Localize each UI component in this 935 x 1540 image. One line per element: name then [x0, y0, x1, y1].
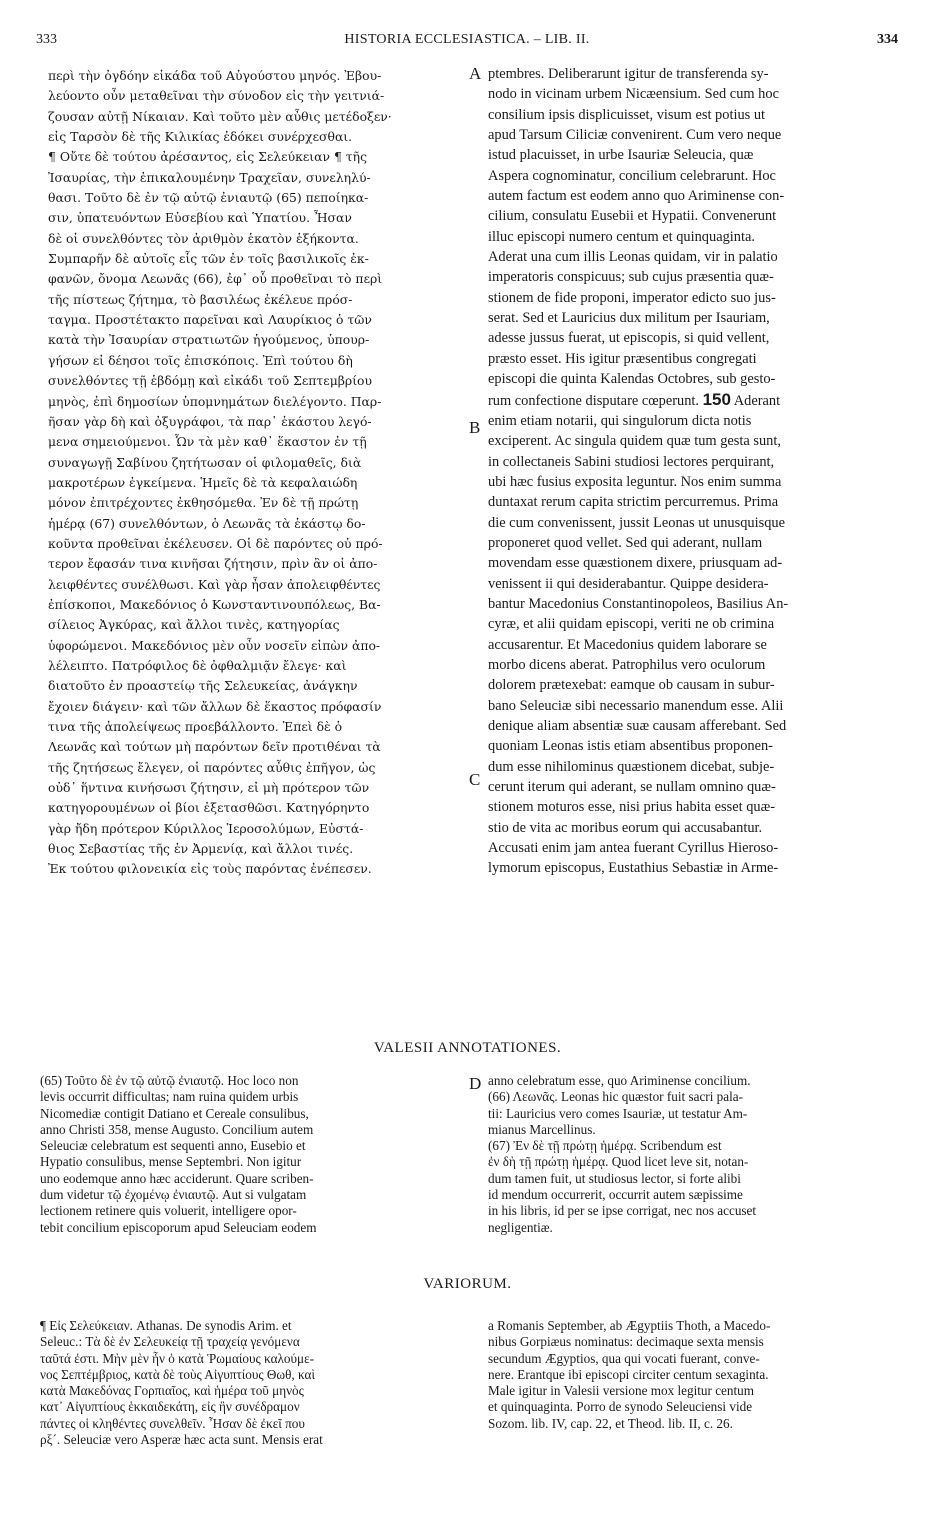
- latin-text-line: [488, 390, 900, 411]
- variorum-note-line: Sozom. lib. IV, cap. 22, et Theod. lib. II, c. 26.: [488, 1415, 733, 1431]
- latin-text-line: Aderat una cum illis Leonas quidam, vir in palatio: [488, 249, 778, 266]
- variorum-note-line: ¶ Εἰς Σελεύκειαν. Athanas. De synodis Arim. et: [40, 1318, 292, 1333]
- valesii-note-line: (66) Λεωνᾶς. Leonas hic quæstor fuit sacri pala-: [488, 1089, 744, 1105]
- latin-text-line: die cum convenissent, jussit Leonas ut unusquisque: [488, 514, 785, 531]
- latin-text-line: cyræ, et alii quidam episcopi, veriti ne ob crimina: [488, 616, 775, 633]
- latin-text-line: serat. Sed et Lauricius dux militum per Isauriam,: [488, 310, 770, 327]
- latin-text-line: dolorem prætexebat: eamque ob causam in subur-: [488, 677, 775, 694]
- latin-text-line: bantur Macedonius Constantinopoleos, Basilius An-: [488, 595, 789, 612]
- latin-text-line: bano Seleuciæ sibi necessario manendum esse. Alii: [488, 697, 784, 714]
- latin-text-line: quoniam Leonas istis etiam absentibus proponen-: [488, 738, 773, 755]
- latin-text-line: Accusati enim jam antea fuerant Cyrillus Hieroso-: [488, 840, 779, 857]
- page-header: [36, 32, 898, 54]
- valesii-note-line: tebit concilium episcoporum apud Seleuciam eodem: [40, 1219, 317, 1235]
- greek-text-line: κοῦντα προθεῖναι ἐκέλευσεν. Οἱ δὲ παρόντες οὐ πρό-: [48, 535, 383, 551]
- latin-text-line: dum esse nihilominus quæstionem dicebat, subje-: [488, 758, 775, 775]
- latin-text-line: consilium ipsis displicuisset, visum est potius ut: [488, 106, 766, 123]
- variorum-title: VARIORUM.: [423, 1276, 512, 1292]
- greek-text-line: τινα τῆς ἀπολείψεως προεβάλλοντο. Ἐπεὶ δὲ ὁ: [48, 719, 343, 734]
- latin-text-line: ubi hæc fusius exposita leguntur. Nos enim summa: [488, 473, 782, 490]
- greek-text-line: κατὰ τὴν Ἰσαυρίαν στρατιωτῶν ἡγούμενος, ὑπουρ-: [48, 332, 370, 348]
- greek-text-line: γήσων εἰ δέησοι τοῖς ἐπισκόποις. Ἐπὶ τούτου δὴ: [48, 352, 353, 368]
- margin-marker-d: D: [469, 1074, 482, 1093]
- greek-text-line: ἐπίσκοποι, Μακεδόνιος ὁ Κωνσταντινουπόλεως, Βα-: [48, 596, 381, 612]
- latin-text-line: duntaxat rerum capita strictim percurremus. Prima: [488, 494, 779, 511]
- valesii-note-line: Nicomediæ contigit Datiano et Cereale consulibus,: [40, 1105, 309, 1121]
- latin-text-line: enim etiam notarii, qui singulorum dicta notis: [488, 412, 752, 429]
- valesii-note-line: anno Christi 358, mense Augusto. Concilium autem: [40, 1121, 314, 1137]
- variorum-note-line: secundum Ægyptios, qua qui vocati fuerant, conve-: [488, 1350, 760, 1366]
- valesii-right-column: [488, 1073, 900, 1239]
- latin-text-segment: rum confectione disputare cœperunt.: [488, 392, 699, 409]
- greek-text-line: τερον ἔφασάν τινα κινῆσαι ζήτησιν, πρὶν ἂν οἱ ἀπο-: [48, 556, 378, 572]
- margin-marker-a: A: [469, 64, 482, 83]
- valesii-note-line: levis occurrit difficultas; nam ruina quidem urbis: [40, 1089, 299, 1105]
- latin-text-line: illuc episcopi numero centum et quinquaginta.: [488, 228, 755, 245]
- valesii-note-line: Hypatio consulibus, mense Septembri. Non igitur: [40, 1154, 302, 1170]
- latin-text-line: exciperent. Ac singula quidem quæ tum gesta sunt,: [488, 433, 781, 450]
- greek-text-line: ὑφορώμενοι. Μακεδόνιος μὲν οὖν νοσεῖν εἰπὼν ἀπο-: [48, 637, 381, 653]
- latin-text-line: adesse jussus fuerat, ut episcopis, si quid vellent,: [488, 330, 770, 347]
- greek-text-line: λέλειπτο. Πατρόφιλος δὲ ὀφθαλμιᾷν ἔλεγε· καὶ: [48, 657, 347, 673]
- greek-text-line: εἰς Ταρσὸν δὲ τῆς Κιλικίας ἐδόκει συνέρχεσθαι.: [48, 129, 353, 145]
- variorum-note-line: Male igitur in Valesii versione mox legitur centum: [488, 1383, 755, 1399]
- greek-text-line: ἡμέρᾳ (67) συνελθόντων, ὁ Λεωνᾶς τὰ ἑκάστῳ δο-: [48, 515, 366, 531]
- latin-text-line: cilium, consulatu Eusebii et Hypatii. Convenerunt: [488, 208, 777, 225]
- latin-text-line: stionem de fide proponi, imperator edicto suo jus-: [488, 289, 776, 306]
- variorum-right-column: [488, 1318, 900, 1456]
- valesii-note-line: (65) Τοῦτο δὲ ἐν τῷ αὐτῷ ἐνιαυτῷ. Hoc loco non: [40, 1073, 299, 1088]
- valesii-note-line: anno celebratum esse, quo Ariminense concilium.: [488, 1073, 751, 1088]
- greek-text-line: Ἰσαυρίας, τὴν ἐπικαλουμένην Τραχεῖαν, συνεληλύ-: [48, 169, 371, 185]
- greek-text-line: οὐδ᾽ ἥντινα κινήσωσι ζήτησιν, εἰ μὴ πρότερον τῶν: [48, 780, 370, 796]
- greek-text-line: ζουσαν αὐτῇ Νίκαιαν. Καὶ τοῦτο μὲν αὖθις μετέδοξεν·: [48, 108, 392, 124]
- valesii-note-line: in his libris, id per se ipse corrigat, nec nos accuset: [488, 1203, 757, 1219]
- variorum-note-line: nibus Gorpiæus nominatus: decimaque sexta mensis: [488, 1334, 764, 1350]
- greek-text-line: σιν, ὑπατευόντων Εὐσεβίου καὶ Ὑπατίου. Ἦσαν: [48, 210, 352, 226]
- greek-text-line: ἔχοιεν διάγειν· καὶ τῶν ἄλλων δὲ ἕκαστος πρόφασίν: [48, 698, 382, 714]
- page-number-right: 334: [877, 32, 898, 47]
- latin-text-line: morbo dicens aberat. Patrophilus vero oculorum: [488, 656, 766, 673]
- column-number-badge: 150: [702, 389, 731, 409]
- valesii-note-line: dum videtur τῷ ἐχομένῳ ἐνιαυτῷ. Aut si vulgatam: [40, 1187, 307, 1203]
- valesii-note-line: mianus Marcellinus.: [488, 1121, 596, 1137]
- greek-text-line: περὶ τὴν ὀγδόην εἰκάδα τοῦ Αὐγούστου μηνός. Ἐβου-: [48, 68, 382, 83]
- latin-text-line: nodo in vicinam urbem Nicæensium. Sed cum hoc: [488, 86, 779, 103]
- page-number-left: 333: [36, 32, 57, 47]
- latin-text-line: accusarentur. Et Macedonius quidem laborare se: [488, 636, 767, 653]
- greek-text-line: λειφθέντες συνέλθωσι. Καὶ γὰρ ἦσαν ἀπολειφθέντες: [48, 576, 381, 592]
- variorum-left-column: [40, 1318, 464, 1456]
- greek-text-line: συνελθόντες τῇ ἑβδόμῃ καὶ εἰκάδι τοῦ Σεπτεμβρίου: [48, 373, 373, 389]
- latin-text-line: in collectaneis Sabini studiosi lectores perquirant,: [488, 453, 775, 470]
- variorum-note-line: πάντες οἱ κληθέντες συνελθεῖν. Ἦσαν δὲ ἐκεῖ που: [40, 1415, 305, 1431]
- latin-text-line: Aspera cognominatur, concilium celebrarunt. Hoc: [488, 167, 776, 184]
- variorum-note-line: ταῦτά ἐστι. Μὴν μὲν ἦν ὁ κατὰ Ῥωμαίους καλούμε-: [40, 1350, 315, 1366]
- greek-text-line: Λεωνᾶς καὶ τούτων μὴ παρόντων δεῖν προτιθέναι τὰ: [48, 739, 381, 755]
- valesii-note-line: lectionem retinere quis voluerit, intelligere opor-: [40, 1203, 297, 1219]
- greek-text-line: μηνὸς, ἐπὶ δημοσίων ὑπομνημάτων διελέγοντο. Παρ-: [48, 393, 382, 409]
- margin-marker-b: B: [469, 418, 481, 437]
- greek-text-line: συναγωγῇ Σαβίνου ζητήτωσαν οἱ φιλομαθεῖς, διὰ: [48, 454, 362, 470]
- greek-text-line: θασι. Τοῦτο δὲ ἐν τῷ αὐτῷ ἐνιαυτῷ (65) πεποίηκα-: [48, 190, 369, 206]
- latin-text-line: istud placuisset, in urbe Isauriæ Seleucia, quæ: [488, 147, 754, 164]
- latin-text-line: cerunt iterum qui aderant, se nullam omnino quæ-: [488, 779, 776, 796]
- valesii-title: VALESII ANNOTATIONES.: [373, 1040, 562, 1056]
- latin-text-line: lymorum episcopus, Eustathius Sebastiæ in Arme-: [488, 860, 779, 877]
- greek-text-line: σίλειος Ἀγκύρας, καὶ ἄλλοι τινὲς, κατηγορίας: [48, 617, 340, 633]
- running-title: HISTORIA ECCLESIASTICA. – LIB. II.: [344, 32, 590, 47]
- valesii-left-column: [40, 1073, 464, 1239]
- latin-text-segment: Aderant: [733, 392, 781, 409]
- greek-text-line: μενα σημειούμενοι. Ὧν τὰ μὲν καθ᾽ ἕκαστον ἐν τῇ: [48, 434, 367, 450]
- variorum-note-line: a Romanis September, ab Ægyptiis Thoth, a Macedo-: [488, 1318, 771, 1333]
- latin-text-line: venissent ii qui desiderabantur. Quippe desidera-: [488, 575, 769, 592]
- margin-marker-c: C: [469, 770, 481, 789]
- variorum-note-line: ρξ´. Seleuciæ vero Asperæ hæc acta sunt. Mensis erat: [40, 1432, 323, 1448]
- valesii-note-line: Seleuciæ celebratum est sequenti anno, Eusebio et: [40, 1138, 306, 1154]
- valesii-note-line: tii: Lauricius vero comes Isauriæ, ut testatur Am-: [488, 1105, 748, 1121]
- valesii-note-line: ἐν δὴ τῇ πρώτῃ ἡμέρᾳ. Quod licet leve sit, notan-: [488, 1154, 749, 1170]
- valesii-note-line: (67) Ἐν δὲ τῇ πρώτῃ ἡμέρᾳ. Scribendum est: [488, 1138, 722, 1154]
- greek-text-line: δὲ οἱ συνελθόντες τὸν ἀριθμὸν ἑκατὸν ἑξήκοντα.: [48, 230, 359, 246]
- variorum-note-line: κατὰ Μακεδόνας Γορπιαῖος, καὶ ἡμέρα τοῦ μηνὸς: [40, 1383, 304, 1399]
- greek-text-line: ταγμα. Προστέτακτο παρεῖναι καὶ Λαυρίκιος ὁ τῶν: [48, 312, 372, 328]
- greek-text-line: μακροτέρων ἐγκείμενα. Ἡμεῖς δὲ τὰ κεφαλαιώδη: [48, 474, 358, 490]
- greek-text-line: λεύοντο οὖν μεταθεῖναι τὴν σύνοδον εἰς τὴν γειτνιά-: [48, 88, 385, 104]
- variorum-note-line: et quinquaginta. Porro de synodo Seleuciensi vide: [488, 1399, 753, 1415]
- variorum-note-line: νος Σεπτέμβριος, κατὰ δὲ τοὺς Αἰγυπτίους Θωθ, καὶ: [40, 1366, 315, 1382]
- latin-text-line: proponeret quod vellet. Sed qui aderant, nullam: [488, 534, 763, 551]
- greek-text-line: τῆς πίστεως ζήτημα, τὸ βασιλέως ἐκέλευε πρόσ-: [48, 291, 353, 307]
- greek-text-line: τῆς ζητήσεως ἔλεγεν, οἱ παρόντες αὖθις ἐπῆγον, ὡς: [48, 759, 376, 775]
- variorum-note-line: nere. Erantque ibi episcopi circiter centum sexaginta.: [488, 1366, 769, 1382]
- valesii-note-line: id mendum occurrerit, occurrit autem sæpissime: [488, 1187, 743, 1203]
- greek-text-line: Ἐκ τούτου φιλονεικία εἰς τοὺς παρόντας ἐνέπεσεν.: [48, 861, 372, 877]
- variorum-note-line: Seleuc.: Τὰ δὲ ἐν Σελευκείᾳ τῇ τραχείᾳ γενόμενα: [40, 1334, 300, 1350]
- latin-text-line: imperatoris conspicuus; sub cujus præsentia quæ-: [488, 269, 774, 286]
- greek-text-line: διατοῦτο ἐν προαστείῳ τῆς Σελευκείας, ἀνάγκην: [48, 678, 358, 694]
- variorum-note-line: κατ᾽ Αἰγυπτίους ἑκκαιδεκάτη, εἰς ἣν συνέδραμον: [40, 1399, 300, 1415]
- greek-text-line: Συμπαρῆν δὲ αὐτοῖς εἷς τῶν ἐν τοῖς βασιλικοῖς ἐκ-: [48, 251, 369, 267]
- greek-text-line: φανῶν, ὄνομα Λεωνᾶς (66), ἐφ᾽ οὗ προθεῖναι τὸ περὶ: [48, 271, 383, 287]
- latin-text-line: præsto esset. His igitur præsentibus congregati: [488, 350, 757, 367]
- greek-text-line: ¶ Οὔτε δὲ τούτου ἀρέσαντος, εἰς Σελεύκειαν ¶ τῆς: [48, 149, 368, 165]
- latin-text-line: stionem moturos esse, nisi prius habita esset quæ-: [488, 799, 775, 816]
- latin-text-line: denique aliam absentiæ suæ causam afferebant. Sed: [488, 718, 787, 734]
- latin-text-line: ptembres. Deliberarunt igitur de transferenda sy-: [488, 66, 769, 82]
- latin-text-line: episcopi die quinta Kalendas Octobres, sub gesto-: [488, 371, 776, 388]
- valesii-note-line: uno eodemque anno hæc acciderunt. Quare scriben-: [40, 1170, 314, 1186]
- latin-text-line: apud Tarsum Ciliciæ convenirent. Cum vero neque: [488, 127, 782, 144]
- greek-text-column: [48, 66, 462, 896]
- latin-text-line: stio de vita ac moribus eorum qui accusabantur.: [488, 819, 763, 836]
- greek-text-line: γὰρ ἤδη πρότερον Κύριλλος Ἱεροσολύμων, Εὐστά-: [48, 820, 364, 836]
- latin-text-line: movendam esse quæstionem dixere, priusquam ad-: [488, 555, 783, 572]
- latin-text-column: [488, 64, 900, 894]
- greek-text-line: μόνον ἐπιτρέχοντες ἐκθησόμεθα. Ἐν δὲ τῇ πρώτῃ: [48, 495, 359, 511]
- greek-text-line: θιος Σεβαστίας τῆς ἐν Ἀρμενίᾳ, καὶ ἄλλοι τινές.: [48, 841, 354, 857]
- valesii-note-line: negligentiæ.: [488, 1219, 553, 1235]
- valesii-note-line: dum tamen fuit, ut studiosus lector, si forte alibi: [488, 1170, 741, 1186]
- greek-text-line: κατηγορουμένων οἱ βίοι ἐξετασθῶσι. Κατηγόρηντο: [48, 800, 370, 816]
- greek-text-line: ῆσαν γὰρ δὴ καὶ ὀξυγράφοι, τὰ παρ᾽ ἑκάστου λεγό-: [48, 413, 372, 429]
- latin-text-line: autem factum est eodem anno quo Ariminense con-: [488, 188, 785, 205]
